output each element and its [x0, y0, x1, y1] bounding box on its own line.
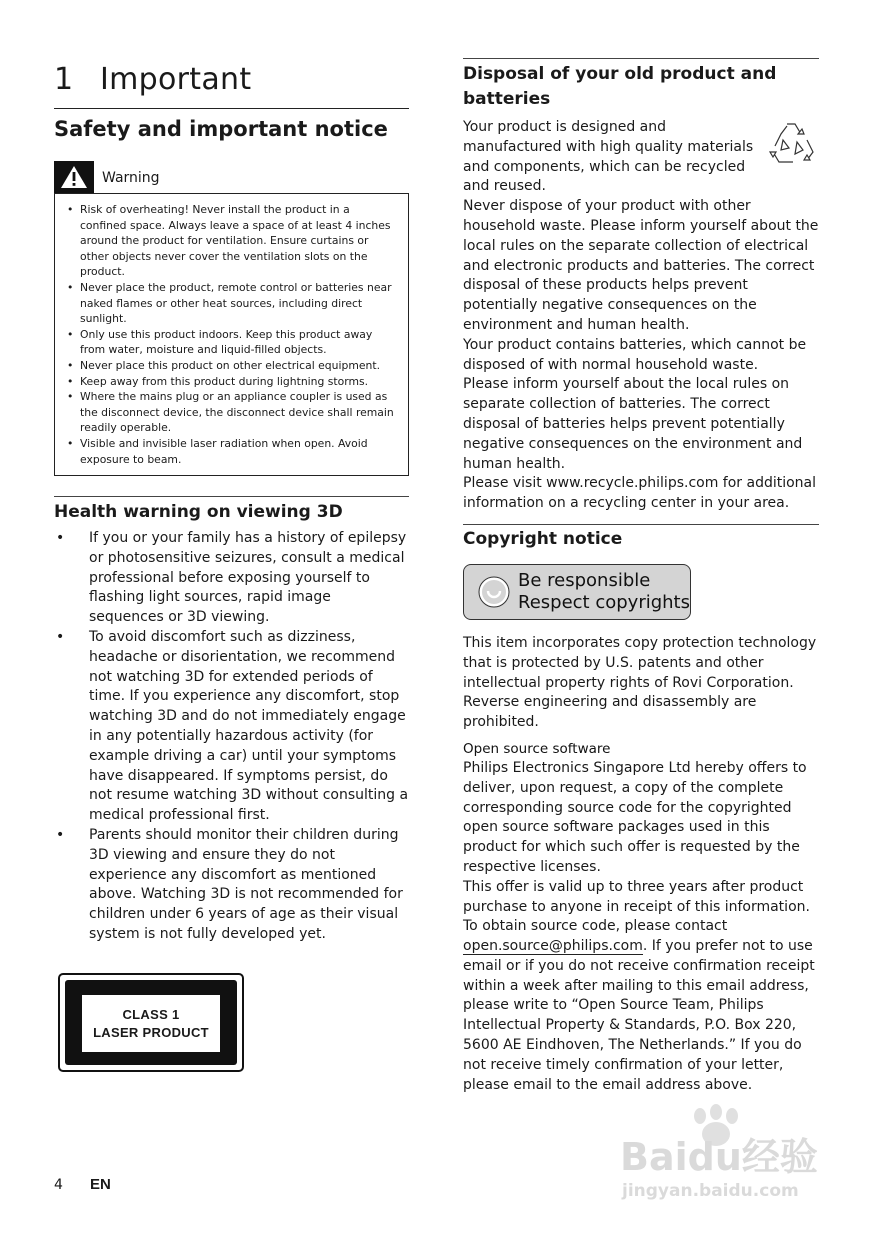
warning-item: • Never place the product, remote control or batteries near naked flames or other heat sources, including direct sunlight.	[65, 280, 398, 327]
chapter-title-text: Important	[100, 62, 252, 97]
copyright-section-title: Copyright notice	[463, 528, 623, 549]
disposal-section-title: Disposal of your old product and batteries	[463, 64, 777, 109]
warning-item: • Only use this product indoors. Keep this product away from water, moisture and liquid-filled objects.	[65, 327, 398, 358]
laser-line-2: LASER PRODUCT	[93, 1024, 209, 1040]
recycle-icon	[763, 120, 819, 166]
warning-item: • Visible and invisible laser radiation when open. Avoid exposure to beam.	[65, 436, 398, 467]
warning-list	[65, 202, 398, 467]
disposal-paragraph-2: Never dispose of your product with other household waste. Please inform yourself about the local rules on the separate collection of electrical and electronic products and batteries. The correct disposal of these products helps prevent potentially negative consequences on the environment and human health.	[463, 198, 819, 333]
warning-label: Warning	[102, 170, 160, 186]
warning-header	[54, 161, 409, 193]
baidu-watermark	[612, 1102, 822, 1202]
health-list	[54, 529, 409, 945]
warning-icon	[54, 161, 94, 193]
badge-line-2: Respect copyrights	[518, 591, 690, 613]
right-column	[463, 58, 819, 1095]
oss-paragraph-2: This offer is valid up to three years after product purchase to anyone in receipt of this information. To obtain source code, please contact open.source@philips.com. If you prefer not to use email or if you do not receive confirmation receipt within a week after mailing to this email address, please write to “Open Source Team, Philips Intellectual Property & Standards, P.O. Box 220, 5600 AE Eindhoven, The Netherlands.” If you do not receive timely confirmation of your letter, please email to the email address above.	[463, 878, 815, 1093]
oss-paragraph-1: Philips Electronics Singapore Ltd hereby offers to deliver, upon request, a copy of the complete corresponding source code for the copyrighted open source software packages used in this product for which such offer is requested by the respective licenses.	[463, 759, 807, 875]
page-footer	[54, 1176, 111, 1193]
oss-title: Open source software	[463, 740, 611, 757]
disposal-block	[463, 118, 819, 514]
left-column	[54, 60, 409, 1040]
laser-line-1: CLASS 1	[122, 1006, 180, 1022]
disposal-paragraph-3: Your product contains batteries, which cannot be disposed of with normal household waste.	[463, 336, 807, 373]
disposal-paragraph-4: Please inform yourself about the local rules on separate collection of batteries. The correct disposal of batteries helps prevent potentially negative consequences on the environment and human health.	[463, 376, 803, 472]
copyright-paragraph: This item incorporates copy protection technology that is protected by U.S. patents and other intellectual property rights of Rovi Corporation. Reverse engineering and disassembly are prohibited.	[463, 634, 817, 731]
safety-section-title: Safety and important notice	[54, 117, 388, 141]
copyright-circle-icon	[478, 576, 510, 608]
badge-line-1: Be responsible	[518, 569, 651, 591]
warning-item: • Where the mains plug or an appliance coupler is used as the disconnect device, the disconnect device shall remain readily operable.	[65, 389, 398, 436]
chapter-title	[54, 60, 409, 100]
warning-item: • Never place this product on other electrical equipment.	[65, 358, 398, 374]
disposal-paragraph-5: Please visit www.recycle.philips.com for additional information on a recycling center in your area.	[463, 475, 817, 512]
language-code: EN	[90, 1176, 111, 1193]
health-section-title: Health warning on viewing 3D	[54, 502, 343, 523]
health-item: • Parents should monitor their children during 3D viewing and ensure they do not experience any discomfort as mentioned above. Watching 3D is not recommended for children under 6 years of age as their visual system is not fully developed yet.	[54, 826, 409, 945]
chapter-rule	[54, 108, 409, 109]
warning-box	[54, 193, 409, 476]
chapter-number: 1	[54, 62, 74, 97]
copyright-badge	[463, 564, 691, 620]
warning-item: • Keep away from this product during lightning storms.	[65, 374, 398, 390]
laser-class-label	[58, 973, 244, 1072]
page-number: 4	[54, 1177, 63, 1193]
oss-email-link[interactable]: open.source@philips.com	[463, 938, 643, 955]
warning-item: • Risk of overheating! Never install the product in a confined space. Always leave a space of at least 4 inches around the product for ventilation. Ensure curtains or other objects never cover the ventilation slots on the product.	[65, 202, 398, 280]
health-item: • If you or your family has a history of epilepsy or photosensitive seizures, consult a medical professional before exposing yourself to flashing light sources, rapid image sequences or 3D viewing.	[54, 529, 409, 628]
health-item: • To avoid discomfort such as dizziness, headache or disorientation, we recommend not watching 3D for extended periods of time. If you experience any discomfort, stop watching 3D and do not immediately engage in any potentially hazardous activity (for example driving a car) until your symptoms have disappeared. If symptoms persist, do not resume watching 3D without consulting a medical professional first.	[54, 628, 409, 826]
watermark-brand: Baidu经验	[620, 1135, 818, 1179]
watermark-url: jingyan.baidu.com	[622, 1181, 799, 1201]
disposal-paragraph-1: Your product is designed and manufactured with high quality materials and components, which can be recycled and reused.	[463, 119, 754, 195]
